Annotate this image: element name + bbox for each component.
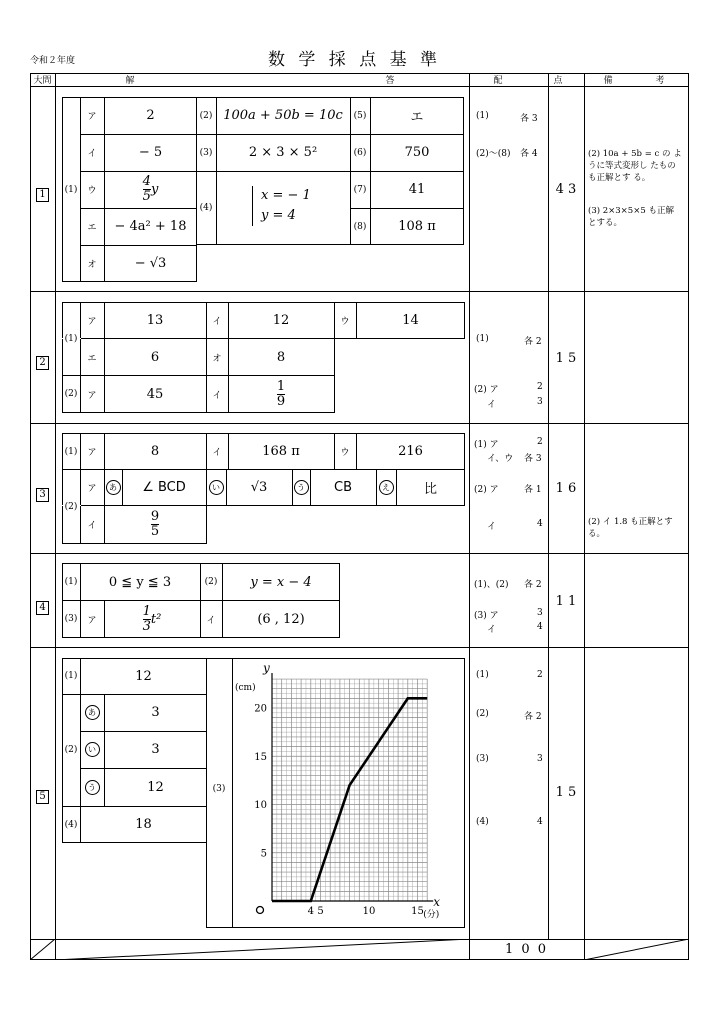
- q2-e-value: 6: [150, 349, 160, 365]
- q2-u-label: ウ: [340, 317, 350, 327]
- q3-circle-e: え: [376, 469, 396, 506]
- q3-circle-e-value: 比: [423, 482, 437, 497]
- total-row-diagonals: [30, 939, 689, 960]
- q3-alloc2-value: 各 1: [524, 485, 542, 495]
- q5-sub1-label: (1): [64, 671, 78, 681]
- q1-i-value: − 5: [138, 145, 163, 160]
- q2-score: 1 5: [555, 351, 577, 366]
- q3-alloc3-value: 4: [537, 519, 543, 529]
- q5-alloc3-value: 3: [537, 754, 543, 764]
- q5-circle-u: う: [80, 768, 104, 806]
- header-kou: 考: [655, 76, 665, 86]
- header-tou: 答: [385, 76, 395, 86]
- q1-o-value: − √3: [134, 256, 167, 271]
- q1-score: 4 3: [555, 182, 577, 197]
- y-axis-unit: (cm): [235, 683, 256, 693]
- q4-alloc1-value: 各 2: [524, 580, 542, 590]
- q1-p7-value: 41: [408, 182, 426, 197]
- q1-a-label: ア: [87, 112, 97, 122]
- q5-graph: [232, 658, 464, 926]
- q1-alloc1-value: 各 3: [520, 114, 538, 124]
- q2-sub1-label: (1): [64, 334, 78, 344]
- q3-sub2-label: (2): [64, 502, 78, 512]
- era-label: 令和２年度: [30, 56, 76, 66]
- q5-alloc1-value: 2: [537, 670, 543, 680]
- q3-i-value: 168 π: [262, 444, 300, 459]
- y-tick-label: 15: [254, 751, 267, 763]
- q1-e-value: − 4a² + 18: [114, 219, 187, 234]
- q1-p2-label: (2): [199, 110, 213, 121]
- q2-alloc2-label: (2) ア: [474, 385, 499, 395]
- q4-a-value: $\frac{1}{3}$ t²: [142, 603, 162, 634]
- q5-circle-i: い: [80, 731, 104, 768]
- q4-alloc2-value: 3: [537, 608, 543, 618]
- q3-circle-a: あ: [104, 469, 122, 506]
- q4-alloc1-label: (1)、(2): [474, 580, 509, 590]
- q5-sub1-value: 12: [135, 668, 152, 684]
- q1-number: 1: [36, 182, 49, 202]
- q1-p3-value: 2 × 3 × 5²: [248, 145, 318, 160]
- q1-p4-label: (4): [199, 203, 213, 213]
- q5-circle-i-value: 3: [151, 742, 160, 757]
- y-tick-label: 5: [260, 848, 267, 860]
- q5-alloc3-label: (3): [476, 754, 489, 764]
- q4-alloc2-label: (3) ア: [474, 611, 499, 621]
- q3-a-label: ア: [87, 448, 97, 458]
- q3-a-value: 8: [150, 444, 160, 459]
- q1-p5-value: エ: [410, 110, 424, 125]
- q3-i2-value: $\frac{9}{5}$: [150, 509, 160, 539]
- q3-circle-i-value: √3: [250, 480, 268, 495]
- q2-a2-value: 45: [146, 386, 164, 402]
- q3-alloc1-value: 2: [537, 437, 543, 447]
- q1-p6-value: 750: [404, 145, 430, 160]
- q1-alloc1-label: (1): [476, 111, 489, 121]
- q3-alloc2-label: (2) ア: [474, 485, 499, 495]
- q4-i-label: イ: [206, 615, 216, 626]
- q2-u-value: 14: [402, 313, 419, 328]
- q4-sub3-label: (3): [64, 614, 78, 624]
- q1-i-label: イ: [87, 149, 97, 159]
- q1-note-2: (3) 2×3×5×5 も正解 とする。: [588, 206, 674, 228]
- q1-p4-value: x = − 1 y = 4: [252, 186, 311, 226]
- y-tick-label: 10: [254, 800, 267, 811]
- q3-alloc1b-value: 各 3: [524, 454, 542, 464]
- q5-alloc4-label: (4): [476, 817, 489, 827]
- q1-p5-label: (5): [353, 110, 367, 121]
- q3-sub1-label: (1): [64, 446, 78, 457]
- q5-alloc1-label: (1): [476, 670, 489, 680]
- q2-alloc3-label: イ: [487, 400, 497, 410]
- q4-sub2-value: y = x − 4: [250, 574, 312, 590]
- q5-sub2-label: (2): [64, 745, 78, 755]
- y-axis-label: y: [263, 661, 270, 675]
- page-title: 数 学 採 点 基 準: [268, 50, 442, 70]
- header-daimon: 大問: [33, 76, 52, 86]
- q1-p2-value: 100a + 50b = 10c: [223, 108, 343, 123]
- q3-a2-label: ア: [87, 484, 97, 494]
- q1-e-label: エ: [87, 223, 97, 233]
- q4-score: 1 1: [555, 594, 577, 609]
- q5-circle-a: あ: [80, 694, 104, 731]
- q2-alloc1-label: (1): [476, 334, 489, 344]
- q3-i2-label: イ: [87, 521, 97, 531]
- y-tick-label: 20: [254, 703, 267, 715]
- q2-o-label: オ: [212, 353, 222, 364]
- total-score: 1 0 0: [504, 942, 549, 957]
- q3-circle-i: い: [206, 469, 226, 506]
- q2-alloc2-value: 2: [537, 382, 543, 392]
- header-kai: 解: [125, 76, 135, 86]
- q5-sub3-label: (3): [212, 783, 226, 794]
- q1-alloc2-value: 各 4: [520, 149, 538, 159]
- q2-alloc3-value: 3: [537, 397, 543, 407]
- q3-u-label: ウ: [340, 448, 350, 458]
- q4-number: 4: [36, 595, 49, 615]
- q4-a-label: ア: [87, 615, 97, 626]
- q5-sub4-value: 18: [135, 817, 152, 832]
- q2-alloc1-value: 各 2: [524, 337, 542, 347]
- q3-alloc3-label: イ: [487, 522, 497, 532]
- q1-a-value: 2: [146, 108, 155, 123]
- header-bi: 備: [603, 76, 613, 86]
- q3-circle-u-value: CB: [334, 480, 352, 495]
- q1-u-label: ウ: [87, 186, 97, 196]
- q3-u-value: 216: [398, 444, 423, 459]
- q3-number: 3: [36, 482, 49, 502]
- q3-circle-a-value: ∠ BCD: [142, 480, 186, 495]
- q2-number: 2: [36, 350, 49, 370]
- x-axis-unit: (分): [423, 910, 440, 920]
- q4-alloc3-label: イ: [487, 625, 497, 635]
- q4-sub2-label: (2): [204, 577, 218, 587]
- q3-alloc1-label: (1) ア: [474, 440, 499, 450]
- q5-circle-a-value: 3: [151, 705, 160, 720]
- q1-alloc2-label: (2)～(8): [476, 149, 511, 159]
- q4-sub1-label: (1): [64, 577, 78, 587]
- q4-alloc3-value: 4: [537, 622, 543, 632]
- q2-a2-label: ア: [87, 390, 97, 401]
- q3-i-label: イ: [212, 448, 222, 458]
- q2-sub2-label: (2): [64, 389, 78, 399]
- q1-p6-label: (6): [353, 147, 367, 158]
- q1-note-1: (2) 10a + 5b = c の ように等式変形し たものも正解とす る。: [588, 149, 682, 183]
- q2-o-value: 8: [276, 349, 286, 365]
- q1-p3-label: (3): [199, 147, 213, 158]
- x-axis-label: x: [433, 895, 440, 909]
- q1-p8-label: (8): [353, 221, 367, 232]
- q5-number: 5: [36, 784, 49, 804]
- header-hai: 配: [493, 76, 503, 86]
- q3-circle-u: う: [292, 469, 310, 506]
- q5-alloc4-value: 4: [537, 817, 543, 827]
- q1-sub1-label: (1): [64, 184, 78, 195]
- q2-e-label: エ: [87, 353, 97, 364]
- q2-a-label: ア: [87, 317, 97, 327]
- q5-circle-u-value: 12: [147, 779, 164, 795]
- q1-u-value: $\frac{4}{5}$ y: [142, 174, 159, 204]
- x-tick-label: 4: [307, 906, 314, 917]
- header-ten: 点: [553, 76, 563, 86]
- origin-mark: [257, 907, 264, 914]
- q2-i-label: イ: [212, 317, 222, 327]
- q4-i-value: (6 , 12): [257, 611, 305, 627]
- q5-alloc2-label: (2): [476, 709, 489, 719]
- q1-o-label: オ: [87, 260, 97, 270]
- q2-i-value: 12: [272, 313, 290, 328]
- q3-alloc1b-label: イ、ウ: [487, 454, 514, 464]
- q2-a-value: 13: [146, 313, 164, 328]
- q3-score: 1 6: [555, 481, 577, 496]
- q2-i2-label: イ: [212, 390, 222, 401]
- q4-sub1-value: 0 ≦ y ≦ 3: [108, 574, 172, 590]
- q3-note: (2) イ 1.8 も正解とす る。: [588, 517, 673, 539]
- q1-p7-label: (7): [353, 184, 367, 195]
- q5-score: 1 5: [555, 785, 577, 800]
- q1-p8-value: 108 π: [398, 219, 436, 234]
- q5-alloc2-value: 各 2: [524, 712, 542, 722]
- x-tick-label: 15: [411, 906, 424, 917]
- x-tick-label: 5: [317, 906, 324, 917]
- q5-sub4-label: (4): [64, 819, 78, 830]
- x-tick-label: 10: [362, 906, 376, 917]
- q2-i2-value: $\frac{1}{9}$: [276, 378, 286, 409]
